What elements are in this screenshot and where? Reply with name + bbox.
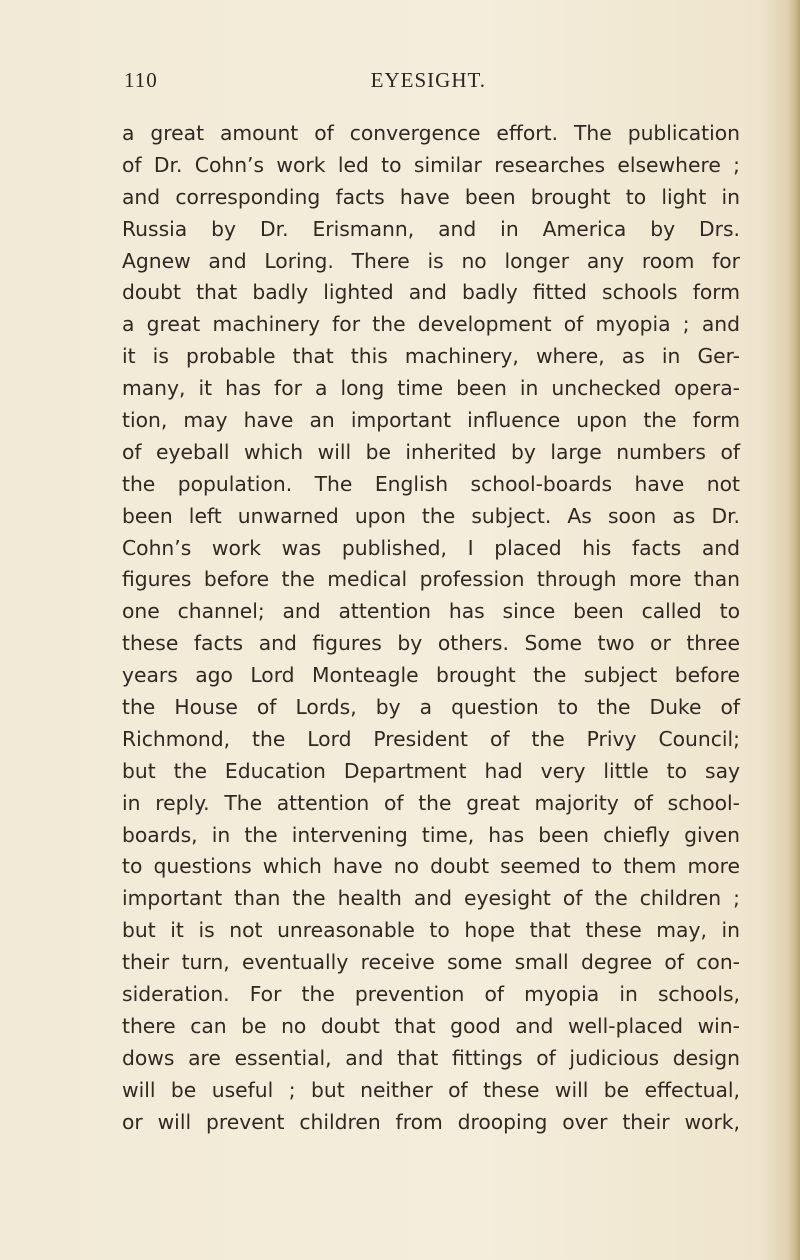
body-text — [122, 118, 740, 1139]
text-line: or will prevent children from drooping over their work, — [122, 1109, 740, 1134]
text-line: many, it has for a long time been in unchecked opera- — [122, 376, 740, 401]
text-line: but it is not unreasonable to hope that these may, in — [122, 918, 740, 943]
text-line: dows are essential, and that fittings of judicious design — [122, 1045, 740, 1070]
text-line: a great amount of convergence effort. The publication — [122, 121, 740, 145]
text-line: Richmond, the Lord President of the Privy Council; — [122, 726, 740, 751]
text-line: one channel; and attention has since been called to — [122, 599, 740, 624]
text-line: and corresponding facts have been brought to light in — [122, 184, 740, 209]
text-line: figures before the medical profession through more than — [122, 567, 740, 592]
text-line: it is probable that this machinery, where, as in Ger- — [122, 344, 740, 369]
page-number: 110 — [124, 68, 158, 92]
text-line: sideration. For the prevention of myopia in schools, — [122, 982, 740, 1007]
text-line: a great machinery for the development of myopia ; and — [122, 312, 740, 337]
text-line: Cohn’s work was published, I placed his facts and — [122, 535, 740, 560]
text-line: doubt that badly lighted and badly fitted schools form — [122, 280, 740, 305]
text-line: boards, in the intervening time, has been chiefly given — [122, 822, 740, 847]
text-line: these facts and figures by others. Some two or three — [122, 631, 740, 656]
text-line: the population. The English school-boards have not — [122, 471, 740, 496]
text-line: of Dr. Cohn’s work led to similar researches elsewhere ; — [122, 152, 740, 177]
running-title: EYESIGHT. — [370, 68, 486, 92]
text-line: in reply. The attention of the great majority of school- — [122, 790, 740, 815]
running-header — [124, 68, 486, 92]
text-line: their turn, eventually receive some small degree of con- — [122, 950, 740, 975]
text-line: important than the health and eyesight of the children ; — [122, 886, 740, 911]
text-line: tion, may have an important influence upon the form — [122, 408, 740, 433]
page-edge — [788, 0, 800, 1260]
text-line: been left unwarned upon the subject. As soon as Dr. — [122, 503, 740, 528]
text-line: there can be no doubt that good and well-placed win- — [122, 1013, 740, 1038]
text-line: Agnew and Loring. There is no longer any room for — [122, 248, 740, 273]
text-line: of eyeball which will be inherited by large numbers of — [122, 439, 740, 464]
text-line: to questions which have no doubt seemed to them more — [122, 854, 740, 879]
text-line: will be useful ; but neither of these will be effectual, — [122, 1077, 740, 1102]
text-line: but the Education Department had very little to say — [122, 758, 740, 783]
text-line: Russia by Dr. Erismann, and in America by Drs. — [122, 216, 740, 241]
text-line: years ago Lord Monteagle brought the subject before — [122, 663, 740, 688]
text-line: the House of Lords, by a question to the Duke of — [122, 695, 740, 720]
